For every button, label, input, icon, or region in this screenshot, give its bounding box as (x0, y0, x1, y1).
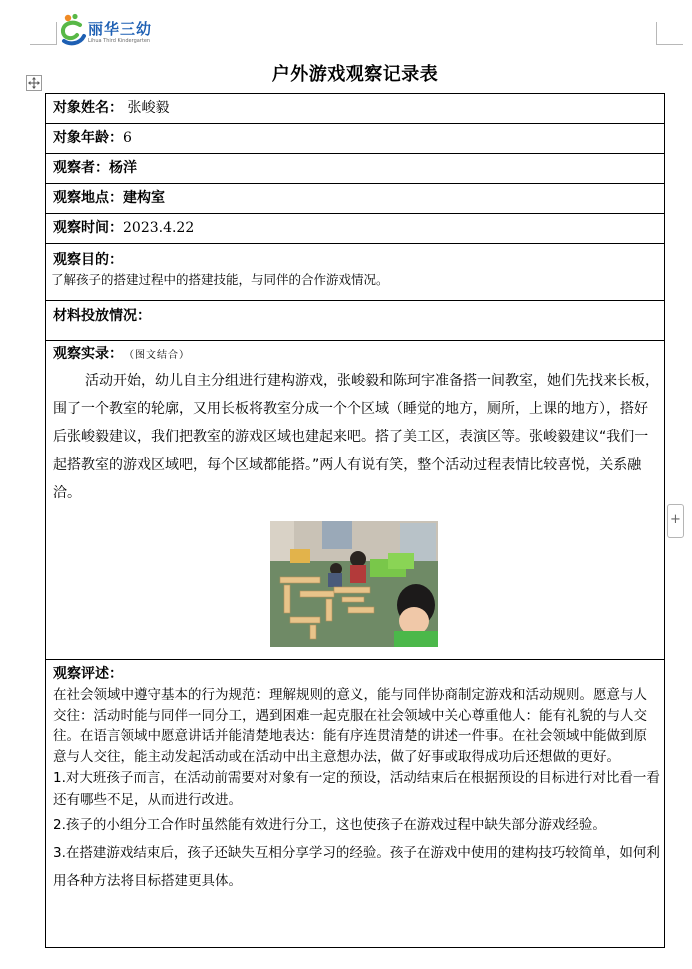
row-purpose (46, 244, 664, 301)
row-record (46, 341, 664, 660)
purpose-label: 观察目的： (53, 252, 123, 268)
row-location (46, 184, 664, 214)
evaluation-paragraph-3[interactable]: 2.孩子的小组分工合作时虽然能有效进行分工，这也使孩子在游戏过程中缺失部分游戏经验。 (53, 817, 606, 833)
field-label: 观察时间： (53, 220, 123, 236)
logo-mark-icon (58, 12, 88, 48)
field-label: 对象姓名： (53, 100, 123, 116)
evaluation-paragraph-1[interactable]: 在社会领域中遵守基本的行为规范：理解规则的意义，能与同伴协商制定游戏和活动规则。愿意与人交往：活动时能与同伴一同分工，遇到困难一起克服在社会领域中关心尊重他人：能有礼貌的与人交往。在语言领域中愿意讲话并能清楚地表达：能有序连贯清楚的讲述一件事。在社会领域中能做到原意与人交往，能主动发起活动或在活动中出主意想办法，做了好事或取得成功后还想做的更好。 (53, 687, 647, 765)
field-value[interactable]: 建构室 (123, 190, 165, 206)
evaluation-paragraph-4[interactable]: 3.在搭建游戏结束后，孩子还缺失互相分享学习的经验。孩子在游戏中使用的建构技巧较简单，如何利用各种方法将目标搭建更具体。 (53, 845, 660, 889)
row-evaluation (46, 660, 664, 947)
page-corner-mark-right (656, 22, 683, 45)
field-label: 对象年龄： (53, 130, 123, 146)
activity-photo (270, 521, 438, 647)
evaluation-paragraph-2[interactable]: 1.对大班孩子而言，在活动前需要对对象有一定的预设，活动结束后在根据预设的目标进行对比看一看还有哪些不足，从而进行改进。 (53, 770, 660, 808)
field-label: 观察地点： (53, 190, 123, 206)
row-subject-age (46, 124, 664, 154)
field-value[interactable]: 2023.4.22 (123, 220, 195, 236)
row-observer (46, 154, 664, 184)
purpose-text[interactable]: 了解孩子的搭建过程中的搭建技能，与同伴的合作游戏情况。 (51, 272, 389, 287)
record-text[interactable]: 活动开始，幼儿自主分组进行建构游戏，张峻毅和陈珂宇准备搭一间教室，她们先找来长板，围了一个教室的轮廓，又用长板将教室分成一个个区域（睡觉的地方，厕所，上课的地方），搭好后张峻毅建议，我们把教室的游戏区域也建起来吧。搭了美工区，表演区等。张峻毅建议“我们一起搭教室的游戏区域吧，每个区域都能搭。”两人有说有笑，整个活动过程表情比较喜悦，关系融洽。 (53, 373, 659, 501)
logo-name-en: Lihua Third Kindergarten (88, 38, 151, 44)
kindergarten-logo (58, 12, 154, 48)
field-value[interactable]: 张峻毅 (123, 100, 170, 116)
logo-name-cn: 丽华三幼 (88, 20, 153, 38)
page-corner-mark-left (30, 22, 57, 45)
evaluation-label: 观察评述： (53, 666, 123, 682)
record-hint: （图文结合） (129, 350, 190, 361)
field-value[interactable]: 杨洋 (109, 160, 137, 176)
field-label: 观察者： (53, 160, 109, 176)
observation-table (45, 93, 665, 948)
field-value[interactable]: 6 (123, 130, 132, 146)
row-time (46, 214, 664, 244)
plus-icon: + (670, 512, 681, 527)
record-label (53, 343, 664, 367)
materials-label: 材料投放情况： (53, 308, 151, 324)
add-row-button[interactable] (667, 504, 684, 538)
row-subject-name (46, 94, 664, 124)
document-title: 户外游戏观察记录表 (271, 64, 439, 85)
record-label-text: 观察实录： (53, 346, 123, 362)
row-materials (46, 301, 664, 341)
